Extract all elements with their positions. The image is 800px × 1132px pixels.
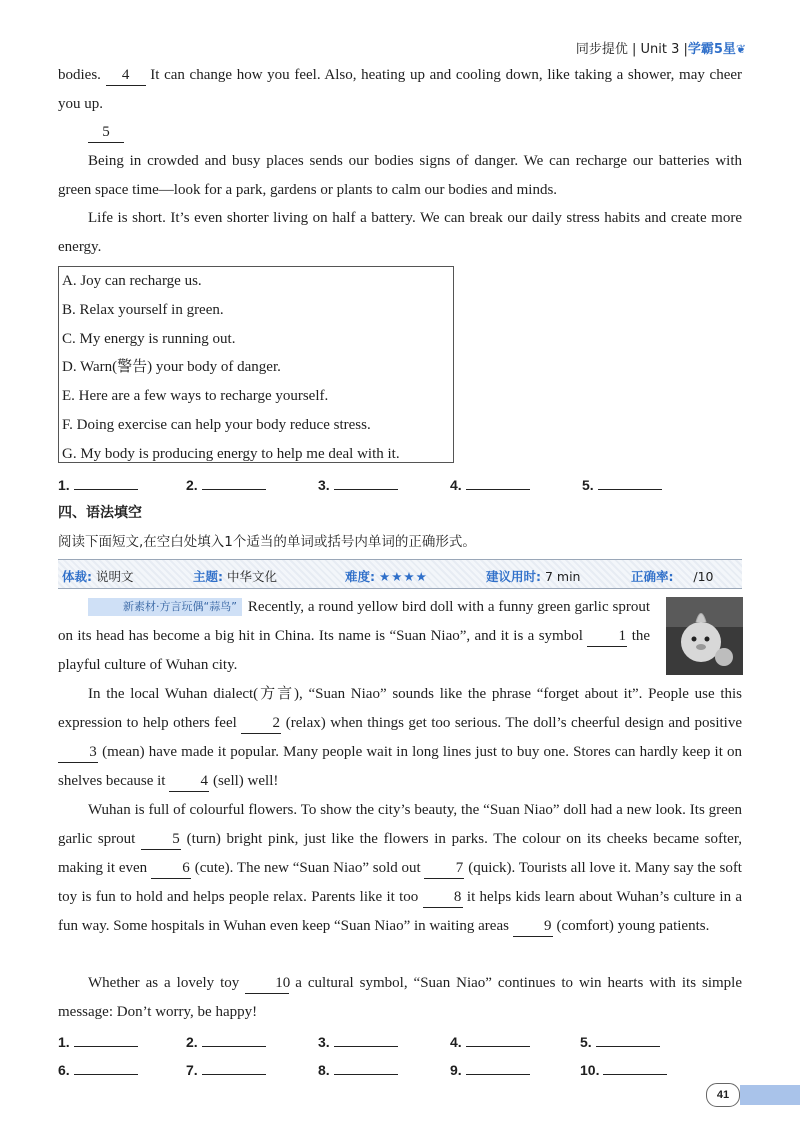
answer-line[interactable] [202, 1060, 266, 1075]
answer-slot[interactable] [58, 1032, 138, 1050]
option-g: G. My body is producing energy to help me deal with it. [62, 445, 400, 462]
answer-line[interactable] [74, 1060, 138, 1075]
answer-line[interactable] [334, 1032, 398, 1047]
blank-5: 5 [88, 122, 124, 143]
option-f: F. Doing exercise can help your body reduce stress. [62, 416, 371, 433]
answer-slot[interactable] [318, 1060, 398, 1078]
star-icons: ★★★★ [378, 569, 428, 584]
answer-number: 6. [58, 1062, 70, 1078]
passage2-p4 [58, 969, 742, 1027]
time-info [486, 567, 580, 585]
section-title: 四、语法填空 [58, 505, 142, 521]
blank-10: 10 [245, 973, 289, 994]
blank-4: 4 [169, 771, 209, 792]
accuracy-info [631, 567, 714, 585]
text: (mean) have made it popular. Many people wait in long lines just to buy one. Stores can hardly keep it on shelves because it [58, 744, 743, 789]
blank-6: 6 [151, 858, 191, 879]
option-d: D. Warn(警告) your body of danger. [62, 359, 281, 376]
genre-info [62, 567, 134, 585]
answer-slot[interactable] [186, 475, 266, 493]
answer-line[interactable] [74, 475, 138, 490]
time-key: 建议用时: [486, 569, 541, 584]
answer-number: 10. [580, 1062, 600, 1078]
blank-1: 1 [587, 626, 627, 647]
answer-slot[interactable] [318, 1032, 398, 1050]
text: It can change how you feel. Also, heating up and cooling down, like taking a shower, may cheer you up. [58, 67, 743, 112]
section-instruction: 阅读下面短文,在空白处填入1个适当的单词或括号内单词的正确形式。 [58, 534, 476, 550]
blank-3: 3 [58, 742, 98, 763]
answer-slot[interactable] [450, 475, 530, 493]
text: it helps kids learn about Wuhan’s culture in a fun way. Some hospitals in Wuhan even keep “Suan Niao” in waiting areas [58, 889, 743, 934]
genre-value: 说明文 [95, 569, 134, 584]
option-b: B. Relax yourself in green. [62, 301, 224, 318]
blank-5: 5 [141, 829, 181, 850]
answer-line[interactable] [74, 1032, 138, 1047]
answer-number: 1. [58, 477, 70, 493]
info-bar [58, 559, 742, 589]
theme-key: 主题: [193, 569, 223, 584]
page-tab-decoration [740, 1085, 800, 1105]
answer-line[interactable] [466, 1060, 530, 1075]
answer-slot[interactable] [450, 1060, 530, 1078]
header-text: 同步提优 | Unit 3 | [575, 42, 688, 57]
passage-top-p1 [58, 61, 742, 119]
source-tag: 新素材·方言玩偶“蒜鸟” [88, 598, 242, 616]
text: bodies. [58, 67, 101, 83]
text: Wuhan is full of colourful flowers. To show the city’s beauty, the “Suan Niao” doll had a new look. Its green garlic sprout [58, 802, 742, 847]
text: a cultural symbol, “Suan Niao” continues to win hearts with its simple message: Don’t worry, be happy! [58, 975, 743, 1020]
answer-line[interactable] [603, 1060, 667, 1075]
theme-info [193, 567, 277, 585]
passage2-p3 [58, 796, 742, 941]
answer-slot[interactable] [58, 475, 138, 493]
accuracy-value: /10 [693, 569, 714, 584]
answer-number: 3. [318, 477, 330, 493]
page-header [576, 38, 746, 57]
answer-slot[interactable] [186, 1060, 266, 1078]
suan-niao-photo [666, 597, 743, 675]
answer-slot[interactable] [186, 1032, 266, 1050]
answer-number: 2. [186, 1034, 198, 1050]
answer-slot[interactable] [318, 475, 398, 493]
text: (relax) when things get too serious. The doll’s cheerful design and positive [285, 715, 742, 731]
answer-number: 4. [450, 477, 462, 493]
answer-number: 3. [318, 1034, 330, 1050]
answer-number: 5. [582, 477, 594, 493]
text: the playful culture of Wuhan city. [58, 628, 651, 673]
passage-top-p4: Life is short. It’s even shorter living on half a battery. We can break our daily stress habits and create more energy. [58, 210, 742, 255]
accuracy-key: 正确率: [631, 569, 674, 584]
answer-number: 7. [186, 1062, 198, 1078]
answer-line[interactable] [334, 1060, 398, 1075]
answer-line[interactable] [202, 475, 266, 490]
difficulty-info [345, 567, 428, 585]
answer-line[interactable] [598, 475, 662, 490]
text: Whether as a lovely toy [88, 975, 240, 991]
answer-slot[interactable] [582, 475, 662, 493]
blank-7: 7 [424, 858, 464, 879]
blank-8: 8 [423, 887, 463, 908]
answer-slot[interactable] [450, 1032, 530, 1050]
text: (comfort) young patients. [556, 918, 710, 934]
blank-2: 2 [241, 713, 281, 734]
answer-line[interactable] [596, 1032, 660, 1047]
brand-label: 学霸5星 [687, 42, 736, 57]
answer-number: 8. [318, 1062, 330, 1078]
text: In the local Wuhan dialect(方言), “Suan Niao” sounds like the phrase “forget about it”. People use this expression to help others feel [58, 686, 742, 731]
text: (quick). Tourists all love it. Many say the soft toy is fun to hold and helps people relax. Parents like it too [58, 860, 742, 905]
answer-line[interactable] [466, 475, 530, 490]
passage-top-blank5 [88, 118, 148, 147]
options-box [58, 266, 454, 463]
answer-slot[interactable] [58, 1060, 138, 1078]
text: Recently, a round yellow bird doll with a funny green garlic sprout on its head has become a big hit in China. Its name is “Suan Niao”, and it is a symbol [58, 599, 650, 644]
text: (cute). The new “Suan Niao” sold out [194, 860, 421, 876]
difficulty-key: 难度: [345, 569, 375, 584]
option-c: C. My energy is running out. [62, 330, 236, 347]
text: (sell) well! [212, 773, 279, 789]
answer-slot[interactable] [580, 1032, 660, 1050]
answer-line[interactable] [466, 1032, 530, 1047]
answer-number: 2. [186, 477, 198, 493]
answer-slot[interactable] [580, 1060, 667, 1078]
blank-9: 9 [513, 916, 553, 937]
passage2-p2 [58, 680, 742, 796]
time-value: 7 min [544, 569, 581, 584]
passage2-p1a [58, 593, 650, 680]
answer-line[interactable] [334, 475, 398, 490]
answer-number: 4. [450, 1034, 462, 1050]
option-e: E. Here are a few ways to recharge yourself. [62, 388, 329, 405]
page-number: 41 [706, 1083, 740, 1107]
answer-number: 5. [580, 1034, 592, 1050]
answer-line[interactable] [202, 1032, 266, 1047]
leaf-icon: ❦ [735, 42, 746, 56]
passage-top-p3: Being in crowded and busy places sends our bodies signs of danger. We can recharge our batteries with green space time—look for a park, gardens or plants to calm our bodies and minds. [58, 153, 742, 198]
text: (turn) bright pink, just like the flowers in parks. The colour on its cheeks became softer, making it even [58, 831, 742, 876]
answer-number: 9. [450, 1062, 462, 1078]
theme-value: 中华文化 [226, 569, 277, 584]
blank-4: 4 [106, 65, 146, 86]
option-a: A. Joy can recharge us. [62, 273, 202, 289]
genre-key: 体裁: [62, 569, 92, 584]
answer-number: 1. [58, 1034, 70, 1050]
